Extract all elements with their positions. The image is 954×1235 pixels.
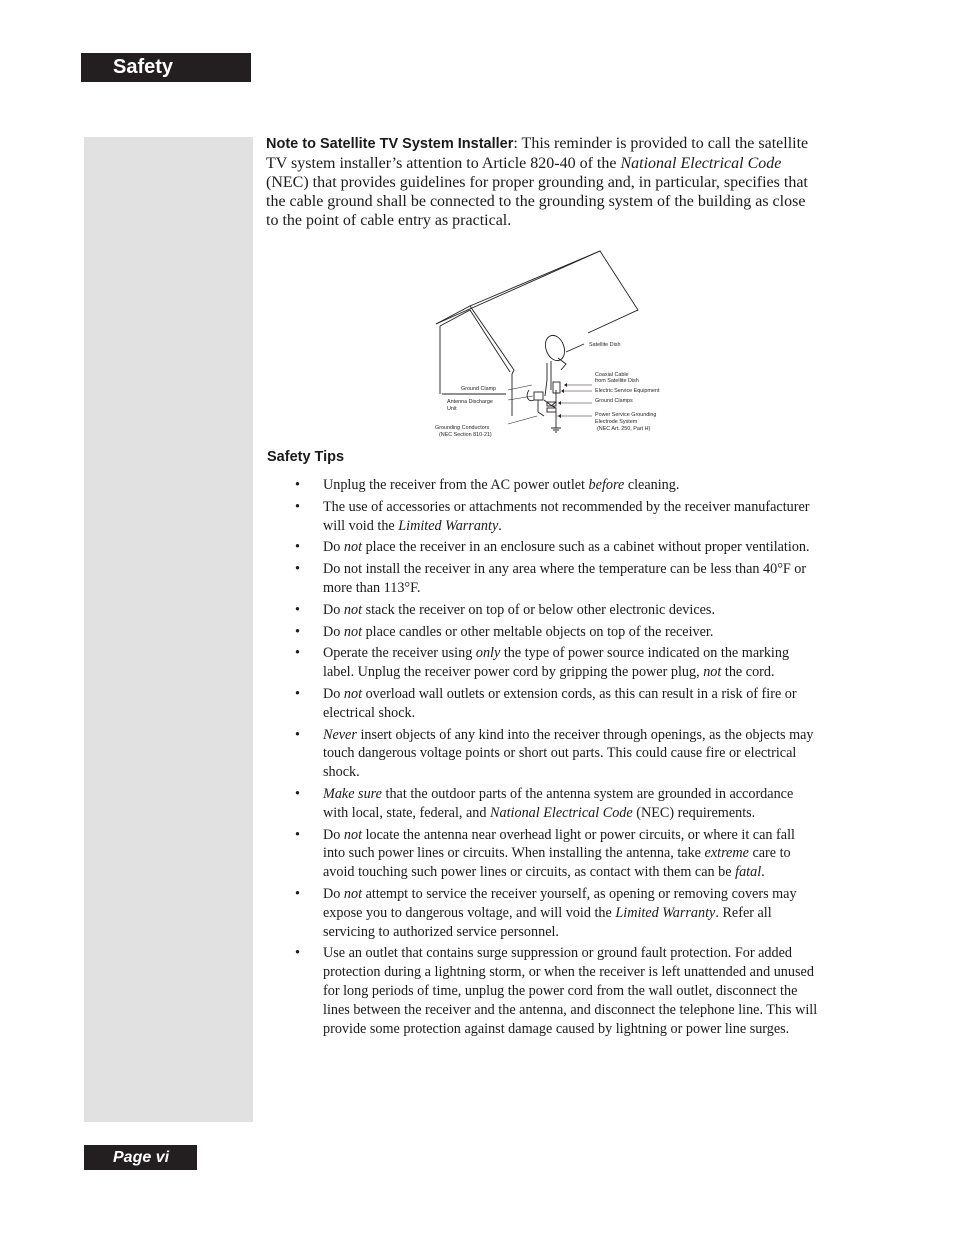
note-text-2: (NEC) that provides guidelines for proper grounding and, in particular, specifies that the cable ground shall be connected to the grounding system of the building as close to the point of cable entry as practical. xyxy=(266,174,808,229)
grounding-diagram xyxy=(420,240,700,440)
label-antenna-discharge-1: Antenna Discharge xyxy=(447,399,493,405)
note-text-1: : This reminder is provided to call the satellite TV system installer’s attention to Article 820-40 of the xyxy=(266,135,809,172)
electric-service-box xyxy=(553,382,560,393)
label-satellite-dish: Satellite Dish xyxy=(589,342,621,348)
list-item: • Do not stack the receiver on top of or below other electronic devices. xyxy=(293,601,818,620)
list-item: • Do not attempt to service the receiver yourself, as opening or removing covers may expose you to dangerous voltage, and will void the Limited Warranty. Refer all servicing to authorized service personnel. xyxy=(293,885,818,941)
roof-outline xyxy=(436,251,638,333)
antenna-discharge-unit xyxy=(534,392,543,400)
label-ground-clamp: Ground Clamp xyxy=(461,386,497,392)
dish-mast xyxy=(545,363,547,396)
label-antenna-discharge-2: Unit xyxy=(447,406,457,412)
satellite-dish xyxy=(542,333,568,364)
page-number: Page vi xyxy=(84,1145,197,1170)
note-lead: Note to Satellite TV System Installer xyxy=(266,136,514,152)
list-item: • Do not install the receiver in any area where the temperature can be less than 40°F or more than 113°F. xyxy=(293,560,818,598)
safety-tips-list xyxy=(293,476,818,1041)
list-item: • Do not overload wall outlets or extension cords, as this can result in a risk of fire or electrical shock. xyxy=(293,685,818,723)
list-item: • The use of accessories or attachments not recommended by the receiver manufacturer will void the Limited Warranty. xyxy=(293,498,818,536)
label-ground-clamps: Ground Clamps xyxy=(595,398,633,404)
installer-note xyxy=(266,134,816,230)
list-item: • Do not locate the antenna near overhead light or power circuits, or where it can fall into such power lines or circuits. When installing the antenna, take extreme care to avoid touching such power lines or circuits, as contact with them can be fatal. xyxy=(293,826,818,882)
list-item: • Unplug the receiver from the AC power outlet before cleaning. xyxy=(293,476,818,495)
list-item: • Never insert objects of any kind into the receiver through openings, as the objects may touch dangerous voltage points or short out parts. This could cause fire or electrical shock. xyxy=(293,726,818,782)
safety-tips-heading: Safety Tips xyxy=(267,449,345,465)
note-code-name: National Electrical Code xyxy=(620,155,782,172)
sidebar-panel xyxy=(84,137,253,1122)
list-item: • Do not place the receiver in an enclosure such as a cabinet without proper ventilation. xyxy=(293,538,818,557)
list-item: • Use an outlet that contains surge suppression or ground fault protection. For added protection during a lightning storm, or when the receiver is left unattended and unused for long periods of time, unplug the power cord from the wall outlet, disconnect the lines between the receiver and the antenna, and disconnect the telephone line. This will provide some protection against damage caused by lightning or power line surges. xyxy=(293,944,818,1038)
list-item: • Make sure that the outdoor parts of the antenna system are grounded in accordance with local, state, federal, and National Electrical Code (NEC) requirements. xyxy=(293,785,818,823)
list-item: • Do not place candles or other meltable objects on top of the receiver. xyxy=(293,623,818,642)
label-coaxial-cable: Coaxial Cable xyxy=(595,372,629,378)
label-grounding-conductors-2: (NEC Section 810-21) xyxy=(439,432,492,438)
roof-front xyxy=(436,306,514,374)
label-power-grounding-2: Electrode System xyxy=(595,419,638,425)
section-title: Safety xyxy=(81,53,251,82)
label-grounding-conductors-1: Grounding Conductors xyxy=(435,425,490,431)
list-item: • Operate the receiver using only the type of power source indicated on the marking label. Unplug the receiver power cord by gripping the power plug, not the cord. xyxy=(293,644,818,682)
roof-ridge xyxy=(470,251,600,306)
label-power-grounding-3: (NEC Art. 250, Part H) xyxy=(597,426,651,432)
label-power-grounding-1: Power Service Grounding xyxy=(595,412,657,418)
label-coaxial-cable-2: from Satellite Dish xyxy=(595,378,639,384)
label-electric-service: Electric Service Equipment xyxy=(595,388,660,394)
